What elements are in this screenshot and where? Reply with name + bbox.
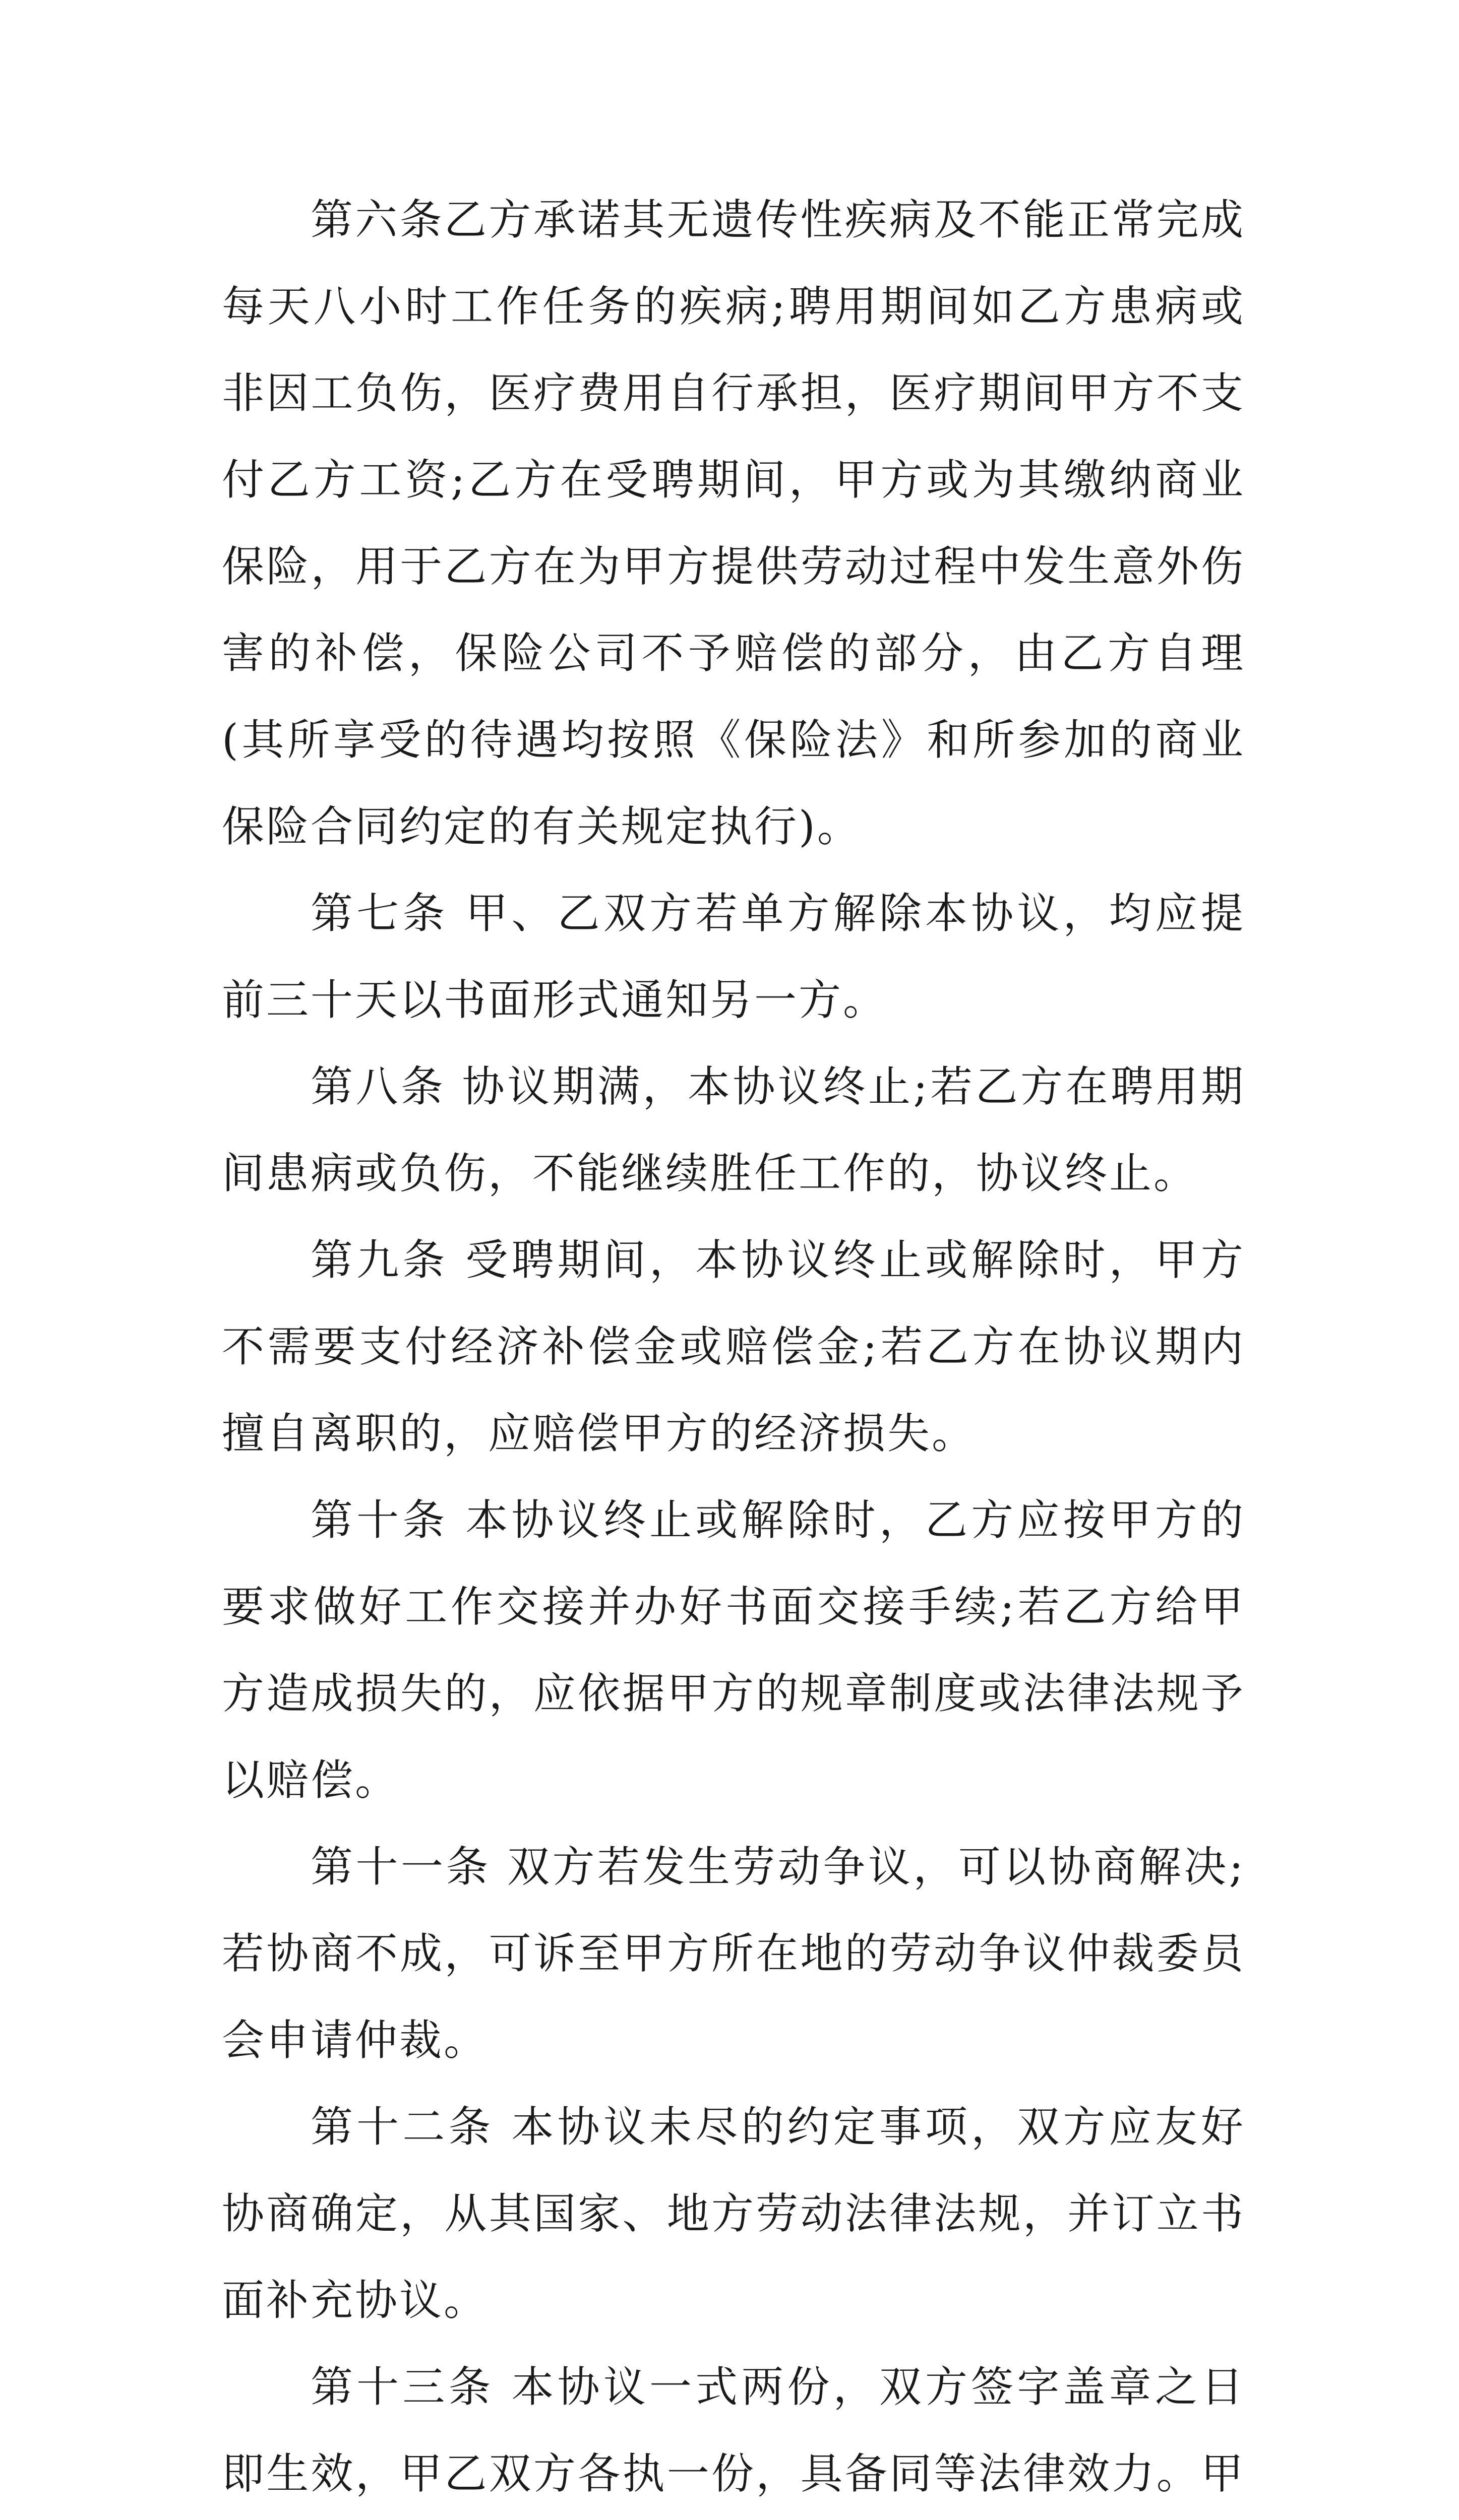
clause-9: 第九条 受聘期间，本协议终止或解除时，甲方不需要支付经济补偿金或赔偿金;若乙方在协议期内擅自离职的，应赔偿甲方的经济损失。 <box>222 1235 1245 1458</box>
agreement-body <box>222 176 1245 2520</box>
clause-12: 第十二条 本协议未尽的约定事项，双方应友好协商确定，从其国家、地方劳动法律法规，并订立书面补充协议。 <box>222 2102 1245 2325</box>
clause-13: 第十三条 本协议一式两份，双方签字盖章之日即生效，甲乙双方各执一份，具备同等法律效力。甲 <box>222 2362 1245 2498</box>
clause-7: 第七条 甲、乙双方若单方解除本协议，均应提前三十天以书面形式通知另一方。 <box>222 889 1245 1025</box>
clause-10: 第十条 本协议终止或解除时，乙方应按甲方的要求做好工作交接并办好书面交接手续;若乙方给甲方造成损失的，应依据甲方的规章制度或法律法规予以赔偿。 <box>222 1495 1245 1805</box>
clause-8: 第八条 协议期满，本协议终止;若乙方在聘用期间患病或负伤，不能继续胜任工作的，协议终止。 <box>222 1062 1245 1198</box>
clause-11: 第十一条 双方若发生劳动争议，可以协商解决;若协商不成，可诉至甲方所在地的劳动争议仲裁委员会申请仲裁。 <box>222 1842 1245 2065</box>
clause-6: 第六条乙方承诺其无遗传性疾病及不能正常完成每天八小时工作任务的疾病;聘用期间如乙方患病或非因工负伤，医疗费用自行承担，医疗期间甲方不支付乙方工资;乙方在受聘期间，甲方或为其缴纳商业保险，用于乙方在为甲方提供劳动过程中发生意外伤害的补偿，保险公司不予赔偿的部分，由乙方自理(其所享受的待遇均按照《保险法》和所参加的商业保险合同约定的有关规定执行)。 <box>222 195 1245 851</box>
